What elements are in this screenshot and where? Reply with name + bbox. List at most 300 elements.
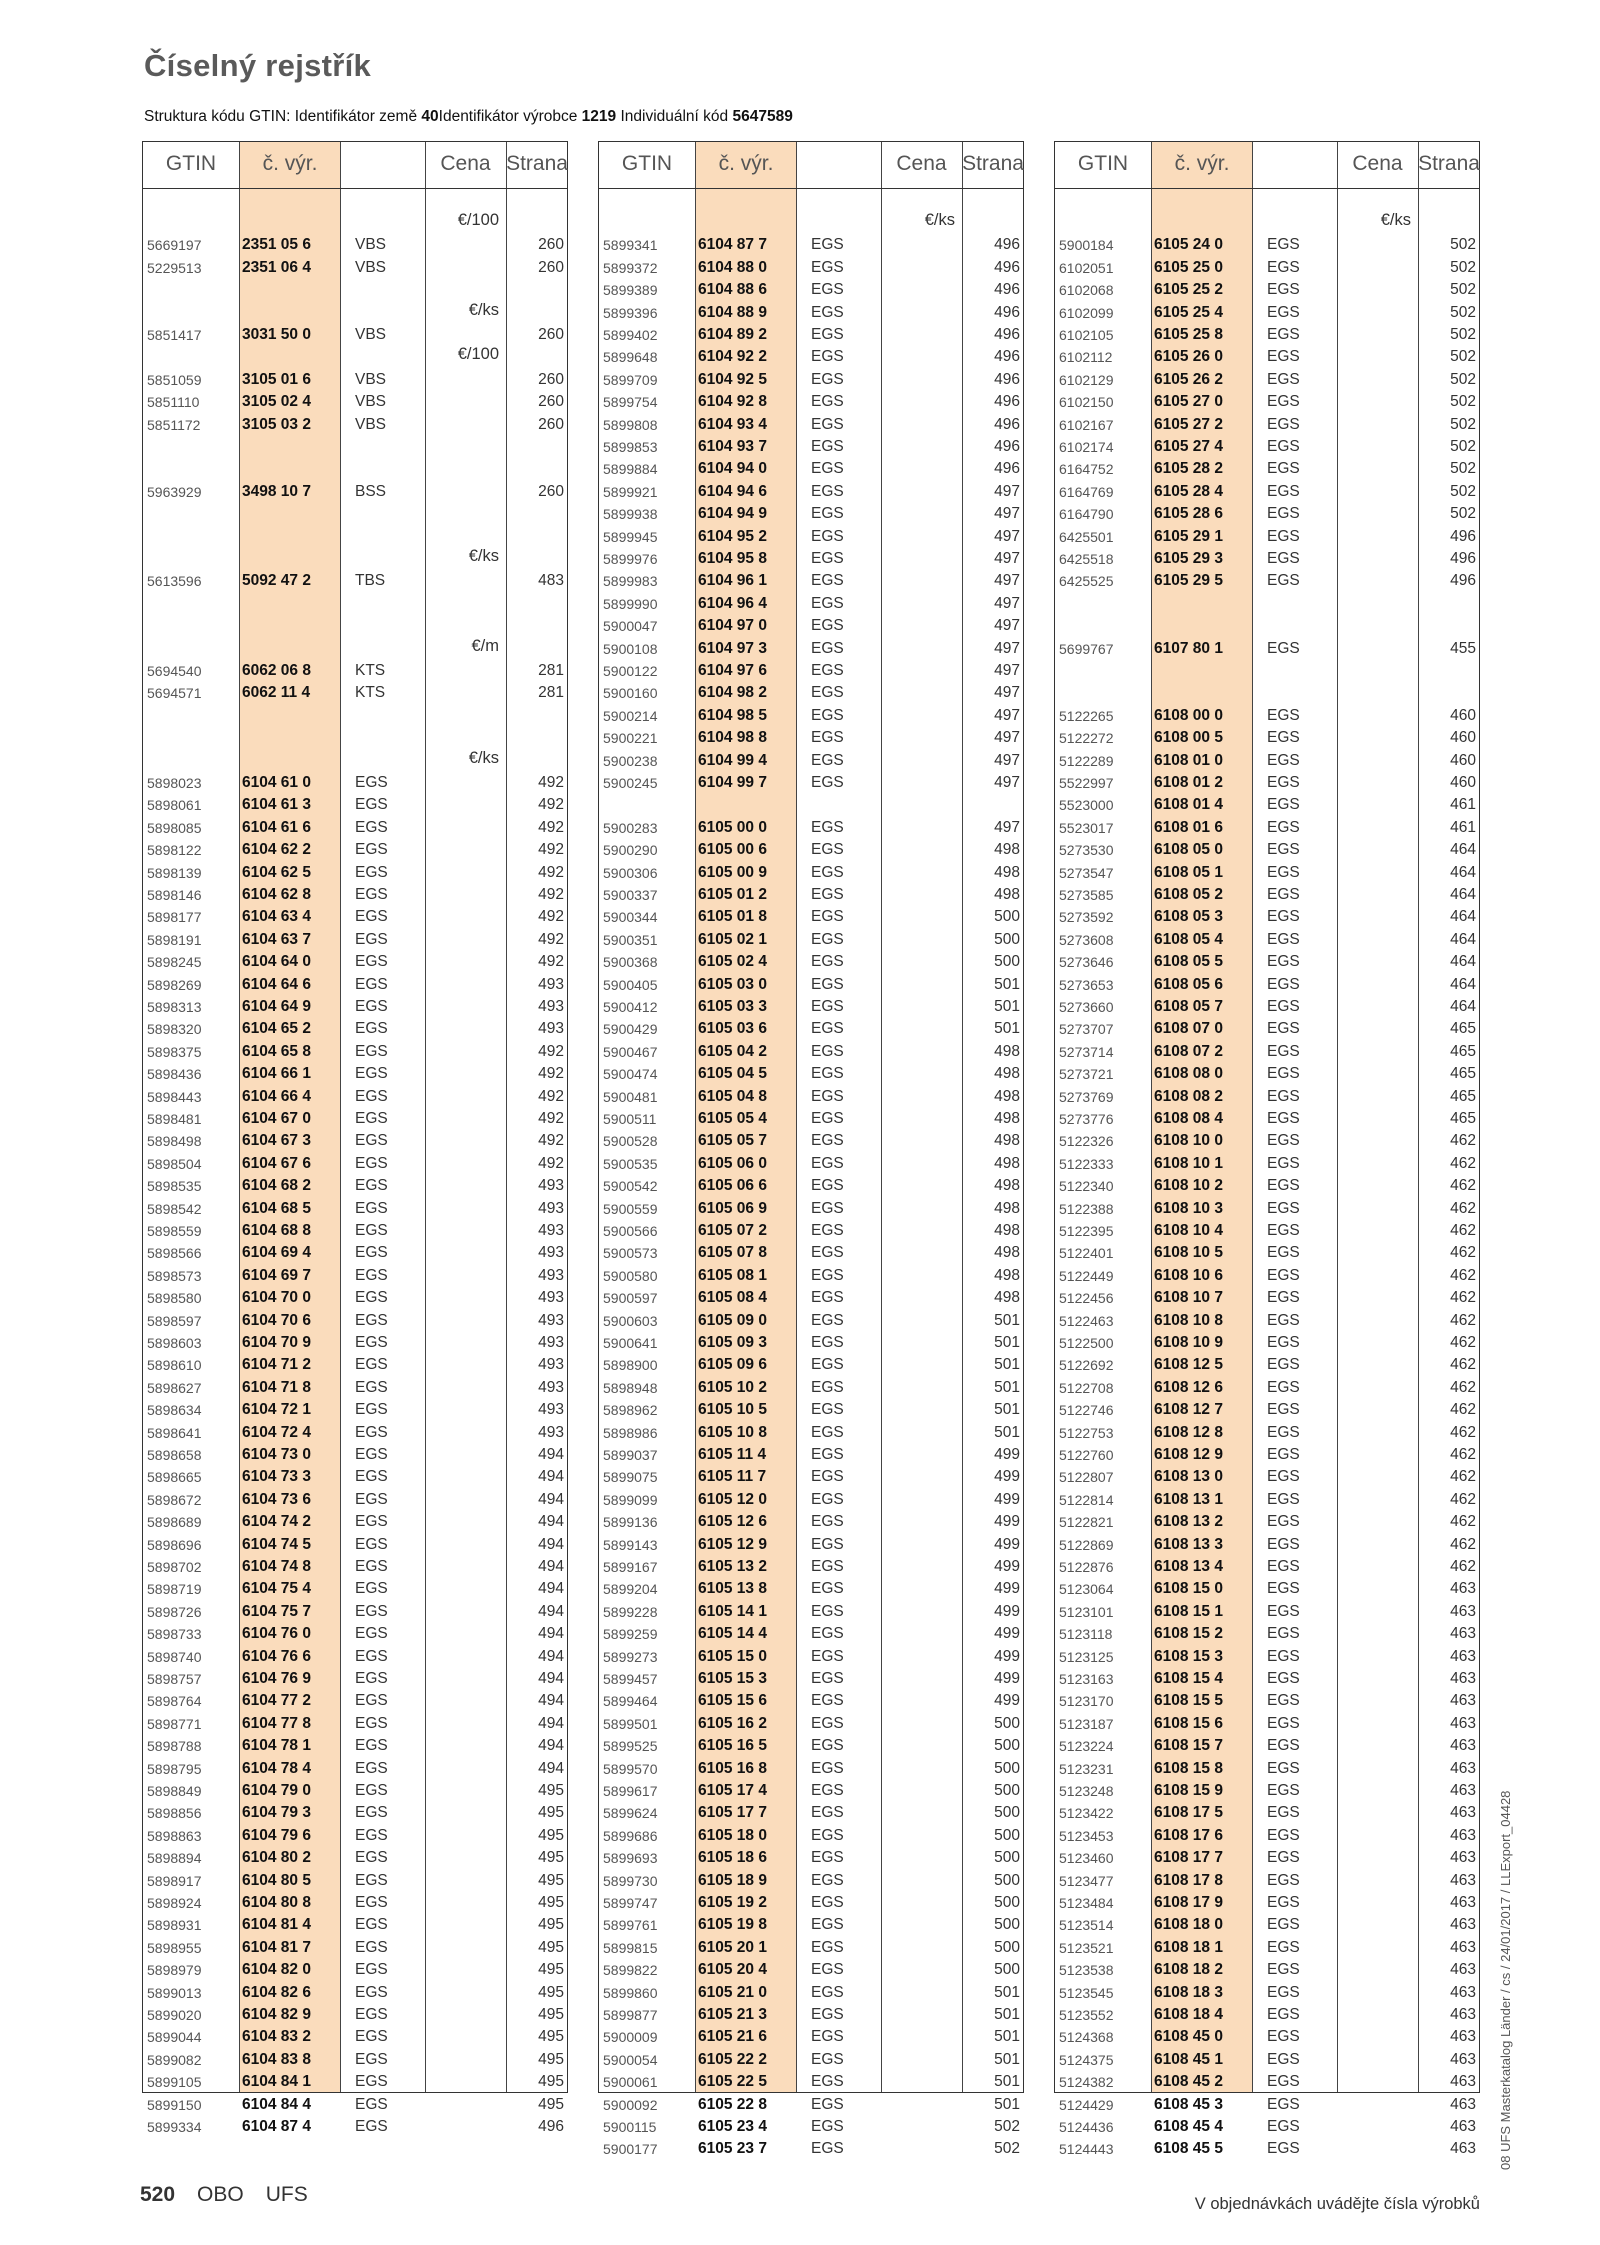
gtin-cell: 5122340 xyxy=(1059,1178,1114,1195)
price-unit-label: €/m xyxy=(471,636,499,655)
product-number-cell: 6104 95 8 xyxy=(698,550,767,567)
gtin-cell: 5273721 xyxy=(1059,1066,1114,1083)
gtin-cell: 5898313 xyxy=(147,999,202,1015)
page-cell: 497 xyxy=(994,482,1020,500)
type-cell: EGS xyxy=(811,1244,844,1262)
product-number-cell: 6104 84 1 xyxy=(242,2073,311,2091)
page-cell: 462 xyxy=(1450,1378,1476,1396)
type-cell: EGS xyxy=(355,998,388,1015)
type-cell: EGS xyxy=(355,1311,388,1329)
type-cell: EGS xyxy=(1267,1446,1300,1463)
type-cell: EGS xyxy=(811,2006,844,2023)
product-number-cell: 6104 72 1 xyxy=(242,1401,311,1419)
page-cell: 501 xyxy=(994,1983,1020,2001)
table-row xyxy=(143,1086,567,1108)
page-cell: 492 xyxy=(538,863,564,881)
page-cell: 500 xyxy=(994,1714,1020,1732)
product-number-cell: 6062 06 8 xyxy=(242,662,311,679)
gtin-cell: 5899228 xyxy=(603,1603,658,1620)
type-cell: EGS xyxy=(1267,706,1300,724)
page-cell: 494 xyxy=(538,1759,564,1777)
table-row xyxy=(1055,1220,1479,1242)
page-cell: 462 xyxy=(1450,1535,1476,1553)
product-number-cell: 6108 05 0 xyxy=(1154,841,1223,859)
gtin-cell: 5900429 xyxy=(603,1021,658,1038)
table-row xyxy=(599,929,1023,951)
type-cell: EGS xyxy=(811,1602,844,1620)
type-cell: KTS xyxy=(355,662,386,679)
type-cell: EGS xyxy=(1267,438,1300,455)
table-row xyxy=(143,884,567,906)
product-number-cell: 6104 80 2 xyxy=(242,1849,311,1867)
type-cell: EGS xyxy=(355,1020,388,1038)
gtin-cell: 5899341 xyxy=(603,237,658,254)
gtin-cell: 5123552 xyxy=(1059,2007,1114,2023)
page-cell: 496 xyxy=(994,460,1020,478)
page-cell: 500 xyxy=(994,1759,1020,1777)
gtin-cell: 6164769 xyxy=(1059,483,1114,500)
table-row xyxy=(599,1825,1023,1847)
product-number-cell: 6108 10 7 xyxy=(1154,1289,1223,1307)
page-cell: 465 xyxy=(1450,1020,1476,1038)
table-header xyxy=(599,142,1023,189)
gtin-cell: 5898146 xyxy=(147,887,202,903)
type-cell: EGS xyxy=(811,1020,844,1038)
page-cell: 492 xyxy=(538,1132,564,1150)
page-cell: 496 xyxy=(994,348,1020,366)
type-cell: EGS xyxy=(355,975,388,993)
header-cena: Cena xyxy=(896,152,947,175)
table-row xyxy=(599,526,1023,548)
table-row xyxy=(599,1198,1023,1220)
page-cell: 492 xyxy=(538,1042,564,1060)
gtin-cell: 5900405 xyxy=(603,976,658,993)
type-cell: EGS xyxy=(811,841,844,859)
gtin-cell: 5851172 xyxy=(147,416,201,433)
product-number-cell: 6104 63 7 xyxy=(242,930,311,948)
gtin-cell: 5124382 xyxy=(1059,2074,1114,2091)
table-row xyxy=(599,1220,1023,1242)
table-header xyxy=(143,142,567,189)
page-cell: 492 xyxy=(538,1154,564,1172)
table-row xyxy=(1055,1063,1479,1085)
page-cell: 495 xyxy=(538,2095,564,2113)
page-cell: 463 xyxy=(1450,2006,1476,2023)
type-cell: EGS xyxy=(355,818,388,836)
product-number-cell: 6104 70 0 xyxy=(242,1289,311,1307)
table-row xyxy=(599,1175,1023,1197)
gtin-cell: 5898689 xyxy=(147,1514,202,1531)
product-number-cell: 6062 11 4 xyxy=(242,684,311,702)
page-cell: 465 xyxy=(1450,1110,1476,1127)
type-cell: EGS xyxy=(1267,1804,1300,1822)
table-row xyxy=(1055,346,1479,368)
gtin-cell: 5898504 xyxy=(147,1155,202,1172)
type-cell: EGS xyxy=(1267,2118,1300,2135)
gtin-cell: 5123484 xyxy=(1059,1895,1114,1911)
gtin-cell: 5122760 xyxy=(1059,1447,1114,1463)
page-cell: 462 xyxy=(1450,1558,1476,1575)
type-cell: EGS xyxy=(355,1602,388,1620)
table-row xyxy=(1055,1959,1479,1981)
product-number-cell: 3105 01 6 xyxy=(242,370,311,388)
gtin-cell: 5899372 xyxy=(603,259,658,276)
product-number-cell: 6104 82 9 xyxy=(242,2006,311,2023)
table-row xyxy=(599,369,1023,391)
type-cell: EGS xyxy=(811,281,844,299)
product-number-cell: 6104 78 4 xyxy=(242,1759,311,1777)
page-cell: 501 xyxy=(994,1020,1020,1038)
type-cell: EGS xyxy=(355,774,388,791)
product-number-cell: 6105 14 4 xyxy=(698,1625,767,1643)
type-cell: EGS xyxy=(811,2073,844,2091)
gtin-cell: 5900177 xyxy=(603,2141,658,2158)
type-cell: EGS xyxy=(1267,1938,1300,1956)
product-number-cell: 6105 22 8 xyxy=(698,2095,767,2113)
gtin-cell: 5899150 xyxy=(147,2096,202,2113)
table-row xyxy=(599,1041,1023,1063)
note-country-code: 40 xyxy=(421,108,439,125)
table-row xyxy=(1055,1713,1479,1735)
page-cell: 492 xyxy=(538,818,564,836)
type-cell: EGS xyxy=(1267,998,1300,1015)
table-row xyxy=(599,2049,1023,2071)
gtin-cell: 5123477 xyxy=(1059,1872,1114,1889)
product-number-cell: 6105 16 2 xyxy=(698,1714,767,1732)
table-row xyxy=(1055,2049,1479,2071)
type-cell: BSS xyxy=(355,482,387,500)
type-cell: EGS xyxy=(1267,1692,1300,1710)
page-cell: 502 xyxy=(1450,482,1476,500)
type-cell: EGS xyxy=(811,1961,844,1979)
product-number-cell: 6105 06 6 xyxy=(698,1177,767,1195)
page-cell: 494 xyxy=(538,1580,564,1598)
page-cell: 493 xyxy=(538,1222,564,1239)
product-number-cell: 6104 79 0 xyxy=(242,1782,311,1799)
product-number-cell: 6105 01 8 xyxy=(698,908,767,926)
product-number-cell: 6108 01 0 xyxy=(1154,751,1223,769)
type-cell: EGS xyxy=(811,393,844,411)
type-cell: EGS xyxy=(811,1714,844,1732)
product-number-cell: 6108 01 6 xyxy=(1154,818,1223,836)
type-cell: EGS xyxy=(355,1177,388,1195)
gtin-cell: 5899761 xyxy=(603,1917,658,1934)
table-row xyxy=(599,2071,1023,2093)
table-row xyxy=(143,1623,567,1645)
page-cell: 463 xyxy=(1450,1916,1476,1934)
gtin-cell: 5123545 xyxy=(1059,1984,1114,2001)
page-cell: 500 xyxy=(994,908,1020,926)
gtin-cell: 5123521 xyxy=(1059,1939,1114,1956)
gtin-cell: 5899044 xyxy=(147,2029,202,2046)
type-cell: EGS xyxy=(1267,2006,1300,2023)
header-cislo: č. výr. xyxy=(262,152,318,175)
page-cell: 260 xyxy=(538,393,564,411)
table-row xyxy=(599,1937,1023,1959)
gtin-cell: 5898900 xyxy=(603,1357,658,1374)
product-number-cell: 6108 15 7 xyxy=(1154,1737,1223,1755)
table-row xyxy=(1055,391,1479,413)
type-cell: EGS xyxy=(811,1737,844,1755)
type-cell: EGS xyxy=(1267,796,1300,814)
page-cell: 495 xyxy=(538,1871,564,1889)
gtin-cell: 6102150 xyxy=(1059,394,1114,411)
product-number-cell: 6104 61 0 xyxy=(242,774,311,791)
table-row xyxy=(1055,1646,1479,1668)
type-cell: EGS xyxy=(355,1804,388,1822)
gtin-cell: 5900061 xyxy=(603,2074,658,2091)
product-number-cell: 6108 17 5 xyxy=(1154,1804,1223,1822)
table-row xyxy=(1055,1982,1479,2004)
type-cell: EGS xyxy=(811,1759,844,1777)
gtin-cell: 5900412 xyxy=(603,999,658,1015)
product-number-cell: 6105 04 5 xyxy=(698,1065,767,1083)
product-number-cell: 6104 99 4 xyxy=(698,751,767,769)
product-number-cell: 6108 15 9 xyxy=(1154,1782,1223,1799)
gtin-cell: 5900368 xyxy=(603,954,658,971)
type-cell: EGS xyxy=(811,1087,844,1105)
product-number-cell: 6104 76 6 xyxy=(242,1647,311,1665)
product-number-cell: 6108 10 5 xyxy=(1154,1244,1223,1262)
gtin-cell: 5899020 xyxy=(147,2007,202,2023)
table-row xyxy=(599,414,1023,436)
type-cell: EGS xyxy=(811,1065,844,1083)
product-number-cell: 6105 04 2 xyxy=(698,1042,767,1060)
product-number-cell: 6105 02 4 xyxy=(698,953,767,971)
gtin-cell: 5899884 xyxy=(603,461,658,478)
page-cell: 498 xyxy=(994,1154,1020,1172)
type-cell: EGS xyxy=(811,1266,844,1284)
type-cell: EGS xyxy=(811,774,844,791)
product-number-cell: 6104 76 9 xyxy=(242,1670,311,1687)
type-cell: EGS xyxy=(811,886,844,903)
product-number-cell: 6104 98 2 xyxy=(698,684,767,702)
table-row xyxy=(599,279,1023,301)
gtin-cell: 5123163 xyxy=(1059,1671,1114,1687)
product-number-cell: 6105 17 7 xyxy=(698,1804,767,1822)
table-row xyxy=(599,346,1023,368)
table-header xyxy=(1055,142,1479,189)
table-row xyxy=(1055,1690,1479,1712)
table-row xyxy=(599,1466,1023,1488)
table-row xyxy=(1055,1892,1479,1914)
gtin-cell: 5124368 xyxy=(1059,2029,1114,2046)
product-number-cell: 6105 09 3 xyxy=(698,1334,767,1351)
product-number-cell: 6104 70 9 xyxy=(242,1334,311,1351)
page-cell: 455 xyxy=(1450,639,1476,657)
product-number-cell: 5092 47 2 xyxy=(242,572,311,590)
gtin-cell: 5898856 xyxy=(147,1805,202,1822)
table-row xyxy=(143,1914,567,1936)
table-row xyxy=(1055,1668,1479,1690)
catalog-side-label: 08 UFS Masterkatalog Länder / cs / 24/01/2017 / LLExport_04428 xyxy=(1498,1790,1513,2170)
page-cell: 462 xyxy=(1450,1177,1476,1195)
gtin-cell: 5900221 xyxy=(603,730,658,747)
table-row xyxy=(599,682,1023,704)
product-number-cell: 6104 97 0 xyxy=(698,617,767,635)
gtin-cell: 5900481 xyxy=(603,1088,658,1105)
product-number-cell: 6104 93 4 xyxy=(698,415,767,433)
page-cell: 463 xyxy=(1450,1961,1476,1979)
table-row xyxy=(599,906,1023,928)
product-number-cell: 6104 67 0 xyxy=(242,1110,311,1127)
gtin-cell: 5273776 xyxy=(1059,1111,1114,1127)
product-number-cell: 6104 67 3 xyxy=(242,1132,311,1150)
type-cell: EGS xyxy=(355,2050,388,2068)
type-cell: EGS xyxy=(811,1199,844,1217)
table-row xyxy=(143,2071,567,2093)
page-cell: 497 xyxy=(994,662,1020,679)
type-cell: EGS xyxy=(811,258,844,276)
page-title: Číselný rejstřík xyxy=(144,48,372,83)
type-cell: EGS xyxy=(355,930,388,948)
table-row xyxy=(143,1108,567,1130)
gtin-cell: 5122289 xyxy=(1059,752,1114,769)
page-cell: 462 xyxy=(1450,1513,1476,1531)
type-cell: EGS xyxy=(1267,1983,1300,2001)
page-cell: 499 xyxy=(994,1490,1020,1508)
type-cell: EGS xyxy=(1267,1961,1300,1979)
type-cell: EGS xyxy=(355,1244,388,1262)
product-number-cell: 6105 19 2 xyxy=(698,1894,767,1911)
type-cell: EGS xyxy=(811,482,844,500)
table-row xyxy=(599,436,1023,458)
product-number-cell: 6105 25 8 xyxy=(1154,326,1223,343)
gtin-cell: 5898849 xyxy=(147,1783,202,1799)
table-row xyxy=(599,593,1023,615)
gtin-structure-note xyxy=(144,108,793,126)
table-row xyxy=(599,257,1023,279)
type-cell: EGS xyxy=(811,1042,844,1060)
type-cell: EGS xyxy=(1267,2050,1300,2068)
gtin-cell: 5898320 xyxy=(147,1021,202,1038)
gtin-cell: 5898979 xyxy=(147,1962,202,1979)
page-cell: 462 xyxy=(1450,1289,1476,1307)
type-cell: EGS xyxy=(1267,1334,1300,1351)
table-row xyxy=(1055,1489,1479,1511)
type-cell: EGS xyxy=(811,2140,844,2158)
page-cell: 495 xyxy=(538,1804,564,1822)
header-gtin: GTIN xyxy=(1077,152,1129,175)
gtin-cell: 6164752 xyxy=(1059,461,1114,478)
product-number-cell: 6108 00 5 xyxy=(1154,729,1223,747)
type-cell: EGS xyxy=(355,1468,388,1486)
page-cell: 493 xyxy=(538,1289,564,1307)
type-cell: EGS xyxy=(1267,1132,1300,1150)
gtin-cell: 5899877 xyxy=(603,2007,658,2023)
type-cell: EGS xyxy=(355,2095,388,2113)
type-cell: EGS xyxy=(1267,1222,1300,1239)
type-cell: EGS xyxy=(355,1558,388,1575)
page-cell: 495 xyxy=(538,1961,564,1979)
table-row xyxy=(1055,2094,1479,2116)
product-number-cell: 6105 16 8 xyxy=(698,1759,767,1777)
page-cell: 493 xyxy=(538,1199,564,1217)
product-number-cell: 6104 66 1 xyxy=(242,1065,311,1083)
page-cell: 463 xyxy=(1450,2095,1476,2113)
gtin-cell: 5122333 xyxy=(1059,1155,1114,1172)
gtin-cell: 5273769 xyxy=(1059,1088,1114,1105)
type-cell: EGS xyxy=(811,1177,844,1195)
gtin-cell: 6102105 xyxy=(1059,327,1114,343)
type-cell: EGS xyxy=(1267,2028,1300,2046)
gtin-cell: 5898719 xyxy=(147,1581,202,1598)
type-cell: EGS xyxy=(1267,1110,1300,1127)
page-cell: 496 xyxy=(994,236,1020,254)
table-row xyxy=(599,1601,1023,1623)
table-row xyxy=(1055,1018,1479,1040)
table-row xyxy=(599,1242,1023,1264)
price-unit-label: €/ks xyxy=(468,547,499,565)
type-cell: EGS xyxy=(1267,1826,1300,1844)
table-row xyxy=(143,1937,567,1959)
product-number-cell: 6105 00 0 xyxy=(698,818,767,836)
type-cell: EGS xyxy=(355,1423,388,1441)
gtin-cell: 5851059 xyxy=(147,371,202,388)
type-cell: EGS xyxy=(355,1087,388,1105)
table-row xyxy=(599,772,1023,794)
page-cell: 498 xyxy=(994,863,1020,881)
page-cell: 496 xyxy=(994,415,1020,433)
product-number-cell: 6104 74 2 xyxy=(242,1513,311,1531)
type-cell: EGS xyxy=(811,1894,844,1911)
product-number-cell: 6104 94 0 xyxy=(698,460,767,478)
gtin-cell: 5124429 xyxy=(1059,2096,1114,2113)
gtin-cell: 5122821 xyxy=(1059,1514,1114,1531)
page-cell: 498 xyxy=(994,1289,1020,1307)
product-number-cell: 6104 64 9 xyxy=(242,998,311,1015)
type-cell: EGS xyxy=(811,527,844,545)
gtin-cell: 5694571 xyxy=(147,685,202,702)
gtin-cell: 5898177 xyxy=(147,909,202,926)
gtin-cell: 5899334 xyxy=(147,2119,202,2135)
type-cell: EGS xyxy=(811,684,844,702)
page-cell: 496 xyxy=(538,2118,564,2135)
page-cell: 463 xyxy=(1450,2073,1476,2091)
type-cell: EGS xyxy=(355,2006,388,2023)
page-cell: 463 xyxy=(1450,1804,1476,1822)
page-cell: 500 xyxy=(994,1894,1020,1911)
product-number-cell: 6105 18 0 xyxy=(698,1826,767,1844)
product-number-cell: 6108 45 3 xyxy=(1154,2095,1223,2113)
page-cell: 492 xyxy=(538,841,564,859)
table-row xyxy=(1055,638,1479,660)
table-row xyxy=(599,1332,1023,1354)
type-cell: EGS xyxy=(1267,303,1300,321)
page-cell: 497 xyxy=(994,527,1020,545)
type-cell: EGS xyxy=(1267,1670,1300,1687)
table-row xyxy=(599,660,1023,682)
product-number-cell: 6105 22 5 xyxy=(698,2073,767,2091)
gtin-cell: 5851110 xyxy=(147,394,200,411)
product-number-cell: 6108 12 6 xyxy=(1154,1378,1223,1396)
gtin-cell: 5900573 xyxy=(603,1245,658,1262)
page-cell: 462 xyxy=(1450,1132,1476,1150)
product-number-cell: 6104 78 1 xyxy=(242,1737,311,1755)
product-number-cell: 6108 10 4 xyxy=(1154,1222,1223,1239)
type-cell: EGS xyxy=(811,594,844,612)
gtin-cell: 6102174 xyxy=(1059,439,1114,455)
type-cell: EGS xyxy=(811,348,844,366)
type-cell: EGS xyxy=(355,1625,388,1643)
table-row xyxy=(1055,2116,1479,2138)
page-cell: 460 xyxy=(1450,729,1476,747)
product-number-cell: 2351 05 6 xyxy=(242,236,311,254)
table-row xyxy=(1055,839,1479,861)
type-cell: EGS xyxy=(355,1961,388,1979)
table-row xyxy=(143,1399,567,1421)
product-number-cell: 6108 12 7 xyxy=(1154,1401,1223,1419)
